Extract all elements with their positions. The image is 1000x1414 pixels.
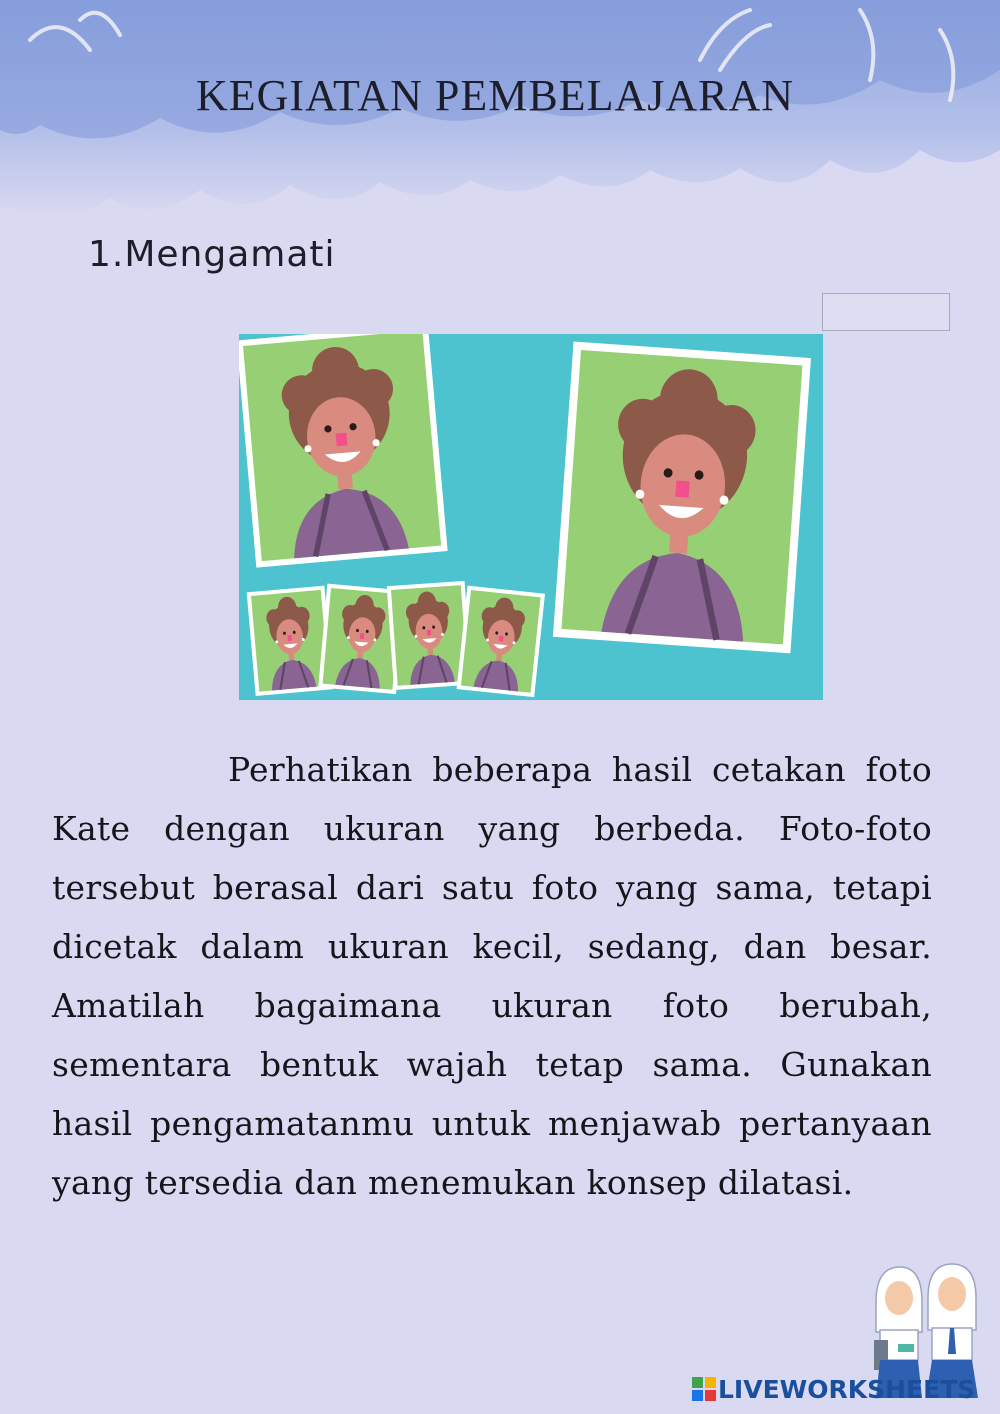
photo-sizes-illustration [239,334,823,700]
answer-input-box[interactable] [822,293,950,331]
section-heading: 1.Mengamati [88,234,336,275]
liveworksheets-logo[interactable] [692,1372,975,1406]
liveworksheets-grid-icon [692,1377,716,1401]
photo-small-4 [457,586,545,698]
liveworksheets-logo-text: LIVEWORKSHEETS [718,1374,976,1404]
photo-medium [239,334,448,568]
photo-large [553,341,811,653]
watercolor-header-background [0,0,1000,260]
instruction-paragraph: Perhatikan beberapa hasil cetakan foto Kate dengan ukuran yang berbeda. Foto-foto tersebut berasal dari satu foto yang sama, tetapi dicetak dalam ukuran kecil, sedang, dan besar. Amatilah bagaimana ukuran foto berubah, sementara bentuk wajah tetap sama. Gunakan hasil pengamatanmu untuk menjawab pertanyaan yang tersedia dan menemukan konsep dilatasi. [52,750,932,1202]
page-title: KEGIATAN PEMBELAJARAN [195,71,795,120]
